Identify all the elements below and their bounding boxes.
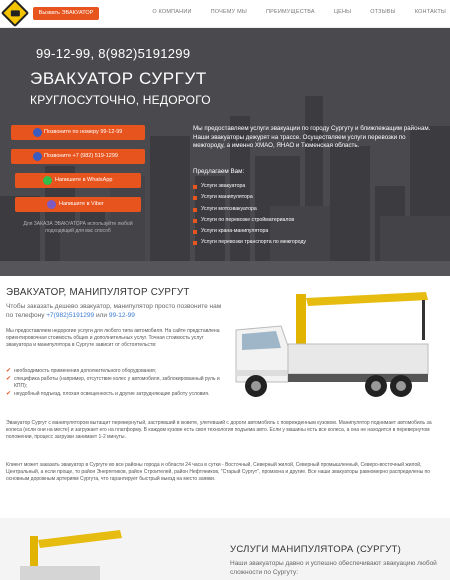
section-title-tow-manipulator: ЭВАКУАТОР, МАНИПУЛЯТОР СУРГУТ [6, 287, 190, 298]
hero-title: ЭВАКУАТОР СУРГУТ [30, 69, 207, 88]
crane-illustration [0, 526, 210, 580]
phone-icon [33, 128, 42, 137]
viber-button[interactable] [15, 197, 141, 212]
bullet-icon [193, 241, 197, 245]
bullet-icon [193, 219, 197, 223]
logo-icon[interactable] [1, 0, 29, 27]
list-item: ✔ специфика работы (например, отсутствие колес у автомобиля, заблокированный руль и КПП); [6, 376, 220, 389]
viber-icon [47, 200, 56, 209]
nav-item-advantages[interactable]: ПРЕИМУЩЕСТВА [265, 9, 315, 15]
phone-link-mobile[interactable]: +7(982)5191299 [46, 312, 95, 319]
order-hint: Для ЗАКАЗА ЭВАКУАТОРА используйте любой подходящий для вас способ [23, 221, 133, 234]
bullet-icon [193, 185, 197, 189]
list-item: ✔ необходимость применения дополнительного оборудования; [6, 368, 157, 374]
paragraph-manipulator: Эвакуатор Сургут с манипулятором вытащит перевернутый, застрявший в кювете, улетевший с дороги автомобиль с поврежденным кузовом. Манипулятор поднимает автомобиль за колеса (если они на месте) и загружает его на платформу. В каждом кузове есть своя технология подъема авто. Если у машины есть все колеса, а она не находится в перевернутом положении, процесс загрузки занимает 1-2 минуты. [6, 420, 432, 440]
call-mobile-button[interactable] [11, 149, 145, 164]
hero-phones[interactable]: 99-12-99, 8(982)5191299 [36, 46, 191, 61]
nav-item-reviews[interactable]: ОТЗЫВЫ [370, 9, 396, 15]
nav-item-contacts[interactable]: КОНТАКТЫ [414, 9, 446, 15]
section-lead: Чтобы заказать дешево эвакуатор, манипулятор просто позвоните нам по телефону +7(982)5191299 или 99-12-99 [6, 303, 222, 319]
bullet-icon [193, 230, 197, 234]
section-title-manipulator-services: УСЛУГИ МАНИПУЛЯТОРА (СУРГУТ) [230, 544, 402, 555]
check-icon: ✔ [6, 391, 12, 397]
nav-item-about[interactable]: О КОМПАНИИ [152, 9, 192, 15]
list-item: Услуги эвакуатора [193, 181, 306, 192]
site-header [0, 0, 450, 28]
services-paragraph: Мы предоставляем недорогие услуги для любого типа автомобиля. На сайте представлена ориентировочная стоимость общих и дополнительных услуг. Точная стоимость услуг эвакуатора и манипулятора в Сургуте зависит от обстоятельств: [6, 328, 220, 348]
call-number-button[interactable] [11, 125, 145, 140]
viber-label: Напишите в Viber [59, 201, 104, 207]
nav-item-prices[interactable]: ЦЕНЫ [333, 9, 352, 15]
list-item: Услуги мотоэвакуатора [193, 204, 306, 215]
whatsapp-button[interactable] [15, 173, 141, 188]
check-icon: ✔ [6, 368, 12, 374]
whatsapp-label: Напишите в WhatsApp [55, 177, 113, 183]
conditions-list [6, 368, 222, 399]
phone-icon [33, 152, 42, 161]
list-item: Услуги по перевозке стройматериалов [193, 215, 306, 226]
check-icon: ✔ [6, 376, 12, 382]
whatsapp-icon [43, 176, 52, 185]
main-nav [152, 9, 446, 15]
list-item: ✔ неудобный подъезд, плохая освещенность и другие затрудняющие работу условия. [6, 391, 210, 397]
section-text-manipulator: Наши эвакуаторы давно и успешно обеспечивают эвакуацию любой сложности по Сургуту: [230, 560, 437, 576]
phone-link-city[interactable]: 99-12-99 [108, 312, 135, 319]
nav-item-why-us[interactable]: ПОЧЕМУ МЫ [210, 9, 247, 15]
call-mobile-label: Позвоните +7 (982) 519-1299 [44, 153, 118, 159]
hero-section [0, 28, 450, 276]
manipulator-truck-image [226, 290, 436, 408]
list-item: Услуги крана-манипулятора [193, 226, 306, 237]
bullet-icon [193, 196, 197, 200]
hero-description: Мы предоставляем услуги эвакуации по городу Сургуту и ближлежащим районам. Наши эвакуаторы дежурят на трассе. Осуществляем услуги перевозки по межгороду, а именно ХМАО, ЯНАО и Тюменская область. [193, 125, 431, 149]
paragraph-districts: Клиент может заказать эвакуатор в Сургуте во все районы города и области 24 часа в сутки - Восточный, Северный жилой, Северный промышленный, Северо-восточный жилой, Центральный, а если проще, то район Энергетиков, район Строителей, район Нефтяников, "Старый Сургут", промзона и другие. Все наши эвакуаторы равномерно распределены по основным дорожным артериям Сургута, что гарантирует быстрый выезд на место заявки. [6, 462, 431, 482]
list-item: Услуги манипулятора [193, 192, 306, 203]
call-number-label: Позвоните по номеру 99-12-99 [44, 129, 123, 135]
bullet-icon [193, 208, 197, 212]
offer-list [193, 181, 306, 249]
list-item: Услуги перевозки транспорта по межгороду [193, 237, 306, 248]
hero-subtitle: КРУГЛОСУТОЧНО, НЕДОРОГО [30, 93, 211, 107]
call-tow-truck-button[interactable]: Вызвать ЭВАКУАТОР [33, 7, 99, 20]
manipulator-services-section [0, 518, 450, 580]
offer-title: Предлагаем Вам: [193, 168, 245, 175]
